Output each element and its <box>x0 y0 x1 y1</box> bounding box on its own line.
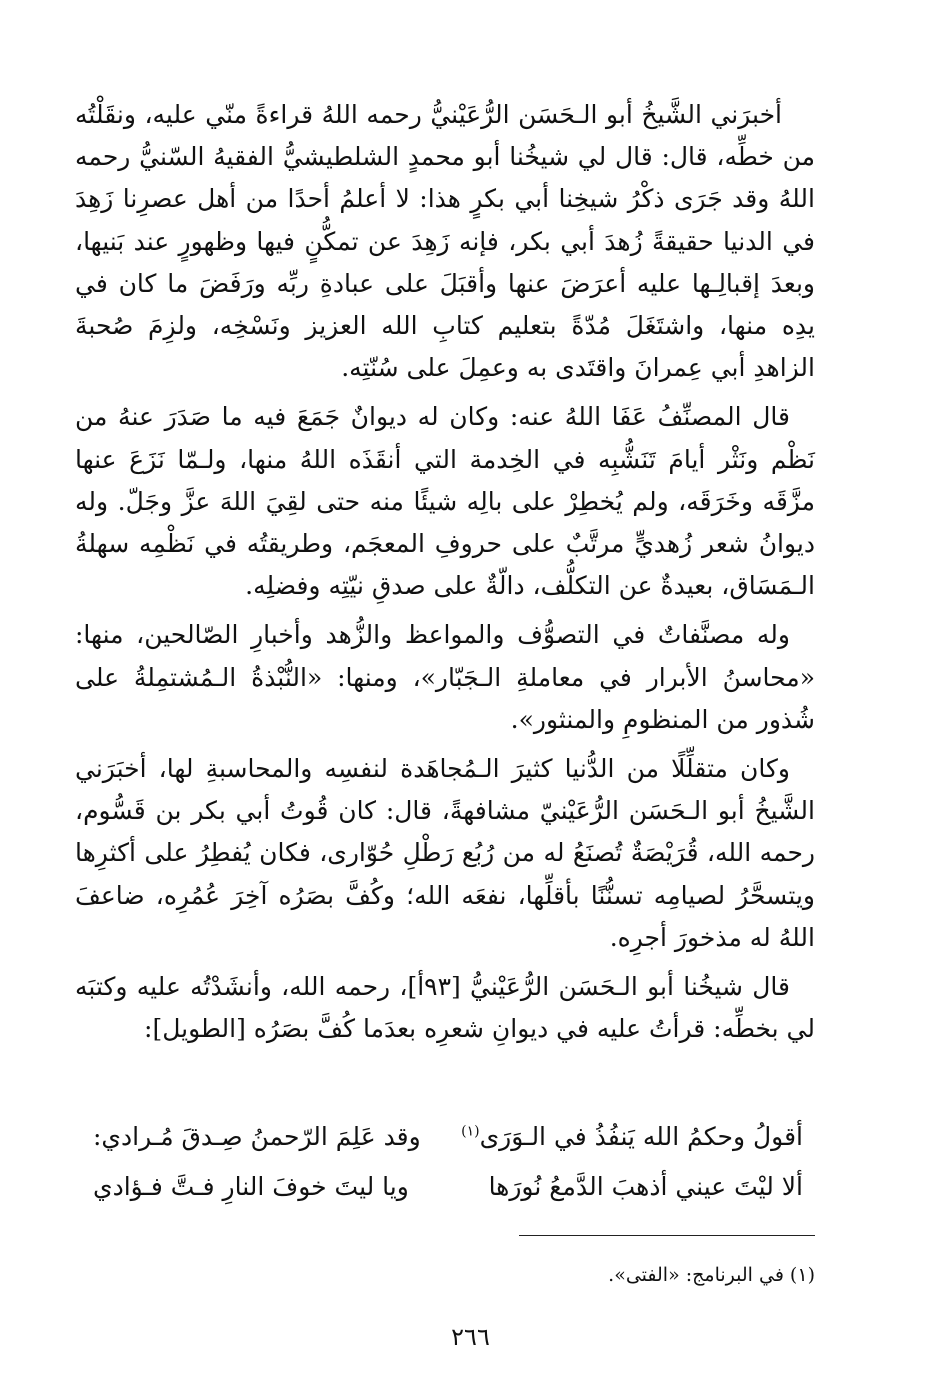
hemistich-second: ويا ليتَ خوفَ النارِ فـتَّ فـؤادي <box>93 1172 409 1201</box>
main-text <box>75 94 815 1057</box>
hemistich-first: ألا ليْتَ عيني أذهبَ الدَّمعُ نُورَها <box>488 1172 803 1201</box>
hemistich-text: أقولُ وحكمُ الله يَنفُذُ في الـوَرَى <box>479 1122 803 1151</box>
poem-verse-2 <box>75 1162 815 1212</box>
footnote-marker: (١) <box>461 1123 480 1140</box>
hemistich-first <box>461 1112 815 1162</box>
page-number: ٢٦٦ <box>451 1323 490 1351</box>
paragraph-1: أخبرَني الشَّيخُ أبو الـحَسَن الرُّعَيْنيُّ رحمه اللهُ قراءةً منّي عليه، ونقَلْتُه من خطِّه، قال: قال لي شيخُنا أبو محمدٍ الشلطيشيُّ الفقيهُ السّنيُّ رحمه اللهُ وقد جَرَى ذكْرُ شيخِنا أبي بكرٍ هذا: لا أعلمُ أحدًا من أهل عصرِنا زَهِدَ في الدنيا حقيقةً زُهدَ أبي بكر، فإنه زَهِدَ عن تمكُّنٍ فيها وظهورٍ عند بَنيها، وبعدَ إقبالِـها عليه أعرَضَ عنها وأقبَلَ على عبادةِ ربِّه ورَفَضَ ما كان في يدِه منها، واشتَغَلَ مُدّةً بتعليم كتابِ الله العزيز ونَسْخِه، ولزِمَ صُحبةَ الزاهدِ أبي عِمرانَ واقتَدى به وعمِلَ على سُنّتِه. <box>75 100 815 383</box>
poem <box>75 1112 815 1212</box>
paragraph-5: قال شيخُنا أبو الـحَسَن الرُّعَيْنيُّ [٩٣أ]، رحمه الله، وأنشَدْتُه عليه وكتبَه لي بخطِّه: قرأتُ عليه في ديوانِ شعرِه بعدَما كُفَّ بصَرُه [الطويل]: <box>75 972 815 1044</box>
paragraph-3: وله مصنَّفاتٌ في التصوُّف والمواعظ والزُّهد وأخبارِ الصّالحين، منها: «محاسنُ الأبرار في معاملةِ الـجَبّار»، ومنها: «النُّبْذةُ الـمُشتمِلةُ على شُذور من المنظومِ والمنثور». <box>75 620 815 734</box>
footnote: (١) في البرنامج: «الفتى». <box>608 1264 815 1286</box>
footnote-divider <box>519 1235 815 1236</box>
poem-verse-1 <box>75 1112 815 1162</box>
hemistich-second: وقد عَلِمَ الرّحمنُ صِـدقَ مُـرادي: <box>93 1122 421 1151</box>
paragraph-4: وكان متقلِّلًا من الدُّنيا كثيرَ الـمُجاهَدة لنفسِه والمحاسبةِ لها، أخبَرَني الشَّيخُ أبو الـحَسَن الرُّعَيْنيّ مشافهةً، قال: كان قُوتُ أبي بكر بن قَسُّوم، رحمه الله، قُرَيْصَةٌ تُصنَعُ له من رُبُع رَطْلِ حُوّارى، فكان يُفطِرُ على أكثرِها ويتسحَّرُ لصيامِه تسنُّنًا بأقلِّها، نفعَه الله؛ وكُفَّ بصَرُه آخِرَ عُمُرِه، ضاعفَ اللهُ له مذخورَ أجرِه. <box>75 754 815 952</box>
paragraph-2: قال المصنِّفُ عَفَا اللهُ عنه: وكان له ديوانٌ جَمَعَ فيه ما صَدَرَ عنهُ من نَظْم ونَثْر أيامَ تَنَشُّبِه في الخِدمة التي أنقَذَه اللهُ منها، ولـمّا نَزَعَ عنها مزَّقَه وخَرَقَه، ولم يُخطِرْ على بالِه شيئًا منه حتى لقِيَ اللهَ عزَّ وجَلّ. وله ديوانُ شعر زُهديٍّ مرتَّبٌ على حروفِ المعجَم، وطريقتُه في نَظْمِه سهلةُ الـمَسَاق، بعيدةٌ عن التكلُّف، دالّةٌ على صدقِ نيّتِه وفضلِه. <box>75 402 815 601</box>
